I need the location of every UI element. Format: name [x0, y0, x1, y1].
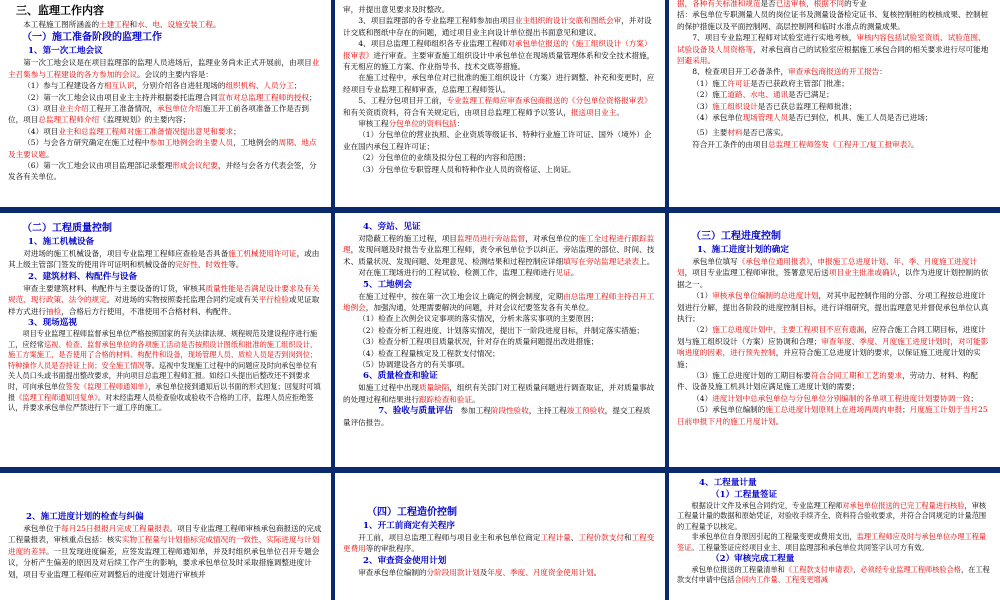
paragraph: 3、项目监理部的各专业监理工程师参加由项目业主组织的设计交底和图纸会审，并对设计交底和图纸中存在的问题，通过项目业主向设计单位提出书面意见和建议。: [343, 16, 652, 37]
list-item: （4）进度计划中总承包单位与分包单位分别编制的各单项工程进度计划要协调一致；: [692, 393, 978, 403]
list-item: （2）施工道路、水电、通讯是否已满足；: [692, 90, 834, 100]
list-item: （1）参与工程建设各方相互认识，分别介绍各自进驻现场的组织机构、人员分工；: [23, 81, 302, 91]
heading-procedures: 1、开工前商定有关程序: [363, 521, 455, 531]
paragraph: 在施工过程中，按在第一次工地会议上确定的例会制度，定期由总监理工程师主持召开工地例会，加强沟通，处理需要解决的问题，并对会议纪要签发各有关单位。: [343, 291, 655, 313]
heading-quality-check: 6、质量检查和验证: [363, 371, 438, 382]
paragraph: 承包单位于每月25日报报月完成工程量报表。项目专业监理工程师审核承包商报送的完成工程量报表，审核重点包括：核实实物工程量与计划指标完成情况的一致性、实际进度与计划进度的差异。一旦发现进度偏差，应签发监理工程师通知单，并及时组织承包单位召开专题会议，分析产生偏差的原因及对后续工作产生的影响，要求承包单位及时采取措施调整进度计划，项目专业监理工程师应对调整后的进度计划进行审核并: [8, 524, 322, 579]
heading-machinery: 1、施工机械设备: [28, 237, 95, 247]
paragraph: 承包单位填写《承包单位通用报表》，申报施工总进度计划、年、季、月度施工进度计划，项目专业监理工程师审批，签署意见后送项目业主批准或确认，以作为进度计划控制的依据之一。: [677, 257, 989, 289]
list-item: （5）与会各方研究确定在施工过程中参加工地例会的主要人员，工地例会的周期、地点及主要议题。: [8, 138, 317, 159]
heading-supervision: 4、旁站、见证: [363, 222, 421, 232]
list-item: （2）分包单位的业绩及拟分包工程的内容和范围；: [358, 153, 531, 163]
paragraph: 审查主要建筑材料、构配件与主要设备的订货，审核其质量性能是否满足设计要求及有关规范、现行政策、法令的规定。对进场的实物按照委托监理合同约定或有关平行检验或见证取样方式进行抽检，合格后方行使用，不准使用不合格材料、构配件。: [8, 283, 320, 316]
list-item: （1）施工许可证是否已获政府主管部门批准；: [692, 78, 849, 88]
paragraph: 审核工程分包单位的资料包括：: [358, 119, 465, 129]
list-item: （1）审核承包单位编制的总进度计划，对其中起控制作用的分部、分项工程按总进度计划进行分解，提出各阶段的进度控制目标，进行详细研究，提出监理意见并督促承包单位认真执行；: [677, 291, 989, 324]
paragraph: 第一次工地会议是在项目监理部的监理人员进场后，监理业务尚未正式开展前，由项目业主召集参与工程建设的各方参加的会议。会议的主要内容是：: [8, 58, 320, 79]
list-item: （4）项目业主和总监理工程师对施工准备情况提出意见和要求；: [23, 126, 241, 136]
slide-schedule-control: [669, 213, 1000, 467]
slide-quality-control-2: [335, 213, 665, 467]
paragraph: 5、工程分包项目开工前，专业监理工程师应审查承包商报送的《分包单位资格报审表》和有关资质资料，符合有关规定后，由项目总监理工程师予以签认，报送项目业主。: [343, 96, 652, 117]
slide-schedule-check: [0, 473, 331, 600]
intro-paragraph: 本工程施工图所涵盖的土建工程和水、电、设施安装工程。: [23, 20, 221, 29]
paragraph: 开工前，项目总监理工程师与项目业主和承包单位商定工程计量、工程价款支付和工程变更费用等的审批程序。: [343, 533, 655, 554]
list-item: （3）检查分析工程项目质量状况，针对存在的质量问题提出改进措施；: [358, 337, 599, 347]
heading-first-site-meeting: 1、第一次工地会议: [28, 46, 103, 57]
list-item: （3）项目业主介绍工程开工准备情况，承包单位介绍施工开工前各项准备工作是否到位，项目总监理工程师介绍《监理规划》的主要内容；: [8, 104, 309, 125]
paragraph: 在施工过程中，承包单位对已批准的施工组织设计（方案）进行调整、补充和变更时，应经项目专业监理工程师审查，总监理工程师签认。: [343, 73, 655, 94]
heading-plan-determination: 1、施工进度计划的确定: [697, 245, 789, 255]
list-item: （3）施工组织设计是否已获总监理工程师批准；: [692, 101, 857, 111]
slide-prep-stage-1: [0, 0, 331, 207]
list-item: （3）施工总进度计划的工期目标要符合合同工期和工艺的要求，劳动力、材料、构配件、设备及施工机具计划应满足施工进度计划的需要；: [677, 371, 978, 392]
heading-cost-control: （四）工程造价控制: [367, 507, 457, 518]
paragraph: 4、项目总监理工程师组织各专业监理工程师对承包单位报送的《施工组织设计（方案）报审表》进行审查。主要审查施工组织设计中承包单位在现场质量管理体系和安全技术措施，有无相应的施工方案、作业指导书、技术交底等措施。: [343, 39, 655, 72]
heading-quantity-visa: （1）工程量签证: [711, 490, 778, 500]
heading-quality-control: （二）工程质量控制: [22, 223, 112, 234]
paragraph: 符合开工条件的由项目总监理工程师签发《工程开工/复工报审表》。: [692, 139, 919, 149]
paragraph: 非承包单位自身原因引起的工程量变更或费用支出，监理工程师应及时与承包单位办理工程量签证。工程量签证应经项目业主、项目监理部和承包单位共同签字认可方有效。: [677, 532, 987, 552]
paragraph: 据，各种有关标准和规范是否已送审核，根据不同的专业: [677, 0, 867, 8]
heading-prep-stage: （一）施工准备阶段的监理工作: [22, 32, 162, 44]
list-item: （3）分包单位专职管理人员和特种作业人员的资格证、上岗证。: [358, 164, 576, 174]
heading-audit-quantity: （2）审核完成工程量: [711, 554, 795, 565]
list-item: （4）承包单位现场管理人员是否已到位，机具、施工人员是否已进场；: [692, 113, 933, 123]
list-item: （1）分包单位的营业执照、企业资质等级证书、特种行业施工许可证、国外（境外）企业在国内承包工程许可证；: [343, 130, 652, 151]
heading-site-patrol: 3、现场巡视: [28, 318, 77, 329]
list-item: （2）第一次工地会议由项目业主主持并根据委托监理合同宣布对总监理工程师的授权；: [23, 92, 317, 102]
slide-prep-stage-2: [335, 0, 665, 207]
list-item: （2）施工总进度计划中，主要工程项目不应有遗漏，应符合施工合同工期目标，进度计划与施工组织设计（方案）应协调和合理；审查年度、季度、月度施工进度计划时，对可能影响进度的因素，进行预先控制，并应符合施工总进度计划的要求，以保证施工进度计划的实施；: [677, 325, 989, 369]
slide-quality-control-1: [0, 213, 331, 467]
heading-schedule-check: 2、施工进度计划的检查与纠偏: [26, 512, 144, 522]
slide-cost-control: [335, 473, 665, 600]
paragraph: 8、检查项目开工必备条件，审查承包商报送的开工报告：: [692, 67, 887, 77]
slide-quantity-measurement: [669, 473, 1000, 600]
slide-prep-stage-3: [669, 0, 1000, 207]
paragraph: 如施工过程中出现质量缺陷，组织有关部门对工程质量问题进行调查取证，并对质量事故的处理过程和结果进行跟踪检查和验证。: [343, 383, 655, 404]
list-item: （5）承包单位编制的施工总进度计划原则上在进场两周内申报；月度施工计划于当月25日前申报下月的施工月度计划。: [677, 405, 988, 426]
section-title: 三、监理工作内容: [16, 4, 104, 17]
paragraph: 对进场的施工机械设备，项目专业监理工程师应查验是否具备施工机械使用许可证，或由其上级主管部门签发的使用许可证明和机械设备的完好性、时效性等。: [8, 249, 320, 270]
heading-fund-plan: 2、审查资金使用计划: [363, 555, 447, 566]
paragraph: 审，并提出意见要求及时整改。: [343, 5, 450, 14]
heading-materials: 2、建筑材料、构配件与设备: [28, 271, 138, 282]
paragraph: 审查承包单位编制的分阶段用款计划及年度、季度、月度资金使用计划。: [358, 567, 602, 577]
heading-site-meeting: 5、工地例会: [363, 279, 412, 290]
paragraph: 括：承包单位专职测量人员的岗位证书及测量设备检定证书、复核控制桩的校核成果、控制桩的保护措施以及平面控制网、高层控制网和临时水准点的测量成果。: [677, 10, 989, 31]
paragraph: 项目专业监理工程师监督承包单位严格按照国家的有关法律法规、规程规范及建设程序进行施工，应经常巡视、检查、监督承包单位的各项施工活动是否按照设计图纸和批准的施工组织设计、施工方案施工，是否使用了合格的材料、构配件和设备，现场管理人员、质检人员是否到岗到位；特种操作人员是否持证上岗；安全施工情况等。巡视中发现施工过程中的问题应及时向承包单位有关人员口头或书面提出整改要求，并向项目总监理工程师汇报。如经口头提出后整改还不到要求时，可向承包单位签发《监理工程师通知单》，承包单位接到通知后以书面的形式回复；回复时可填报《监理工程师通知回复单》。对未经监理人员检查验收或验收不合格的工序，监理人员应拒绝签认，并要求承包单位严禁进行下一道工序的施工。: [8, 329, 321, 413]
list-item: （5）主要材料是否已落实。: [692, 128, 789, 138]
paragraph: 对隐蔽工程的施工过程，项目监理员进行旁站监督，对承包单位的施工全过程进行跟踪监理，发现问题及时报告专业监理工程师，责令承包单位予以纠正。旁站监理的部位、时间、技术、质量状况、发现问题、处理意见、检测结果和过程控制应详细填写在旁站监理记录表上。: [343, 234, 655, 266]
list-item: （5）协调建设各方的有关事项。: [358, 360, 470, 370]
paragraph: 7、验收与质量评估 参加工程阶段性验收，主持工程竣工预验收，提交工程质量评估报告。: [343, 406, 651, 428]
paragraph: 承包单位报送的工程量清单和《工程款支付申请表》，必须经专业监理工程师核验合格，在工程款支付申请中包括合同内工作量、工程变更增减: [677, 565, 990, 585]
list-item: （2）检查分析工程进度、计划落实情况，提出下一阶段进度目标，并制定落实措施；: [358, 325, 644, 335]
heading-quantity-measurement: 4、工程量计量: [699, 478, 757, 488]
list-item: （1）检查上次例会议定事项的落实情况，分析未落实事项的主要原因；: [358, 314, 599, 324]
heading-schedule-control: （三）工程进度控制: [691, 231, 781, 242]
paragraph: 7、项目专业监理工程师对试验室进行实地考核，审核内容包括试验室资质、试验范围、试验设备及人员资格等，对承包商自己的试验室应根据施工承包合同的相关要求进行尽可能地回避采用。: [677, 33, 989, 66]
list-item: （6）第一次工地会议由项目监理部记录整理形成会议纪要，并经与会各方代表会签，分发各有关单位。: [8, 161, 317, 182]
list-item: （4）检查工程量核定及工程款支付情况；: [358, 348, 500, 358]
paragraph: 根据设计文件及承包合同约定，专业监理工程师对承包单位报送的已完工程量进行核验，审核工程量计量的数据和原始凭证，对验收手续齐全、资料符合验收要求，并符合合同规定的计量范围的工程量予以核定。: [677, 501, 987, 531]
paragraph: 对在施工现场进行的工程试验、检测工作，监理工程师进行见证。: [358, 268, 579, 278]
